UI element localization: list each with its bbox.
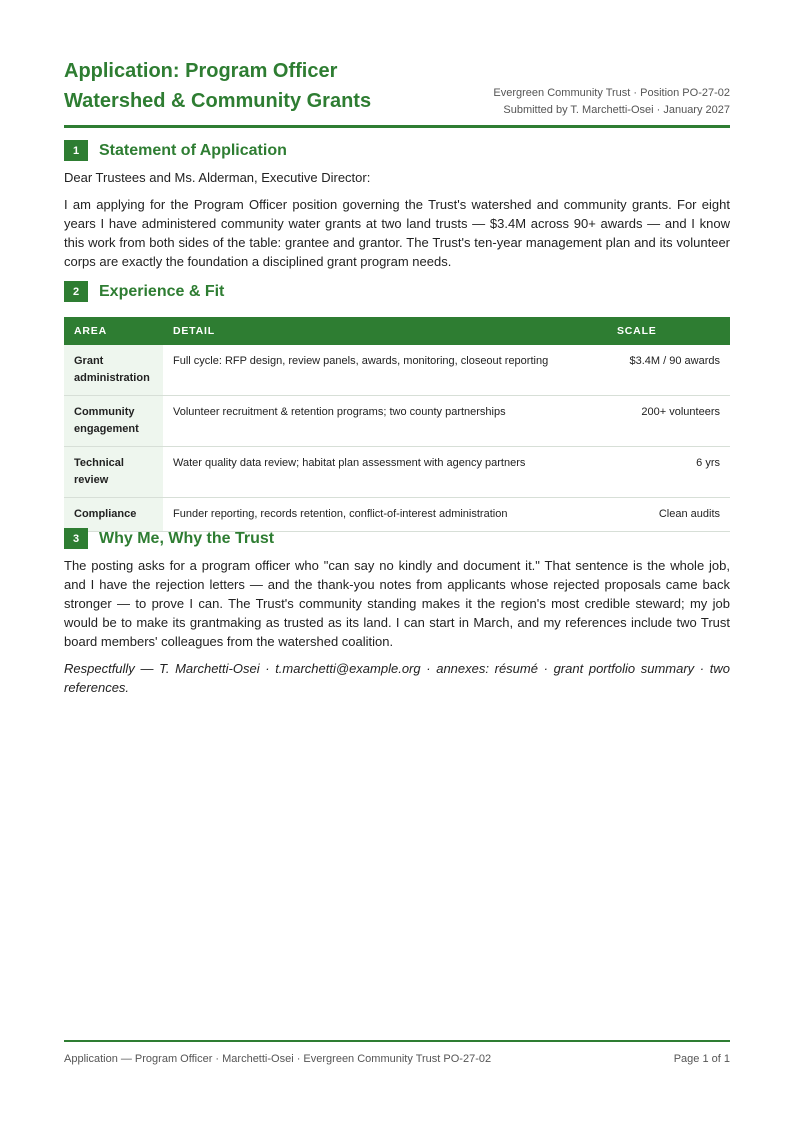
table-header-row xyxy=(64,317,730,345)
footer-document-label: Application — Program Officer · Marchetti-Osei · Evergreen Community Trust PO-27-02 xyxy=(64,1053,492,1065)
detail-cell: Water quality data review; habitat plan assessment with agency partners xyxy=(163,447,607,498)
document-header xyxy=(64,0,730,128)
scale-cell: 6 yrs xyxy=(607,447,730,498)
detail-cell: Full cycle: RFP design, review panels, awards, monitoring, closeout reporting xyxy=(163,345,607,396)
section-title: Why Me, Why the Trust xyxy=(99,529,275,547)
detail-cell: Funder reporting, records retention, conflict-of-interest administration xyxy=(163,498,607,532)
salutation: Dear Trustees and Ms. Alderman, Executive Director: xyxy=(64,170,371,185)
table-row xyxy=(64,498,730,532)
header-meta-submission: Submitted by T. Marchetti-Osei · January 2027 xyxy=(503,104,730,116)
page-footer xyxy=(64,1040,730,1065)
why-paragraph: The posting asks for a program officer who "can say no kindly and document it." That sentence is the whole job, and I have the rejection letters — and the thank-you notes from applicants whose rejected proposals came back stronger — to prove I can. The Trust's community standing makes it the region's most credible steward; my job would be to make its grantmaking as trusted as its land. I can start in March, and my references include two Trust board members' colleagues from the watershed coalition. xyxy=(64,558,730,649)
section-title: Experience & Fit xyxy=(99,282,225,300)
page-number: Page 1 of 1 xyxy=(673,1053,730,1065)
area-cell: Grant administration xyxy=(64,345,163,396)
scale-cell: Clean audits xyxy=(607,498,730,532)
document-title-line-1: Application: Program Officer xyxy=(64,60,338,82)
table-row xyxy=(64,345,730,396)
area-cell: Technical review xyxy=(64,447,163,498)
area-cell: Community engagement xyxy=(64,396,163,447)
section-heading-why xyxy=(64,528,274,549)
detail-cell: Volunteer recruitment & retention programs; two county partnerships xyxy=(163,396,607,447)
section-heading-statement xyxy=(64,140,287,161)
scale-cell: 200+ volunteers xyxy=(607,396,730,447)
column-header-scale: SCALE xyxy=(607,317,730,345)
area-cell: Compliance xyxy=(64,498,163,532)
section-title: Statement of Application xyxy=(99,141,287,159)
section-number-badge: 3 xyxy=(64,528,88,549)
experience-table xyxy=(64,317,730,532)
scale-cell: $3.4M / 90 awards xyxy=(607,345,730,396)
document-title-line-2: Watershed & Community Grants xyxy=(64,90,372,112)
document-page xyxy=(64,0,730,1065)
signoff-line: Respectfully — T. Marchetti-Osei · t.marchetti@example.org · annexes: résumé · grant portfolio summary · two references. xyxy=(64,661,730,695)
column-header-detail: DETAIL xyxy=(163,317,607,345)
column-header-area: AREA xyxy=(64,317,163,345)
table-row xyxy=(64,447,730,498)
section-number-badge: 2 xyxy=(64,281,88,302)
statement-paragraph: I am applying for the Program Officer position governing the Trust's watershed and community grants. For eight years I have administered community water grants at two land trusts — $3.4M across 90+ awards — and I know this work from both sides of the table: grantee and grantor. The Trust's ten-year management plan and its volunteer corps are exactly the foundation a disciplined grant program needs. xyxy=(64,197,730,269)
table-row xyxy=(64,396,730,447)
section-heading-experience xyxy=(64,281,224,302)
header-meta-organization: Evergreen Community Trust · Position PO-27-02 xyxy=(493,87,730,99)
section-number-badge: 1 xyxy=(64,140,88,161)
